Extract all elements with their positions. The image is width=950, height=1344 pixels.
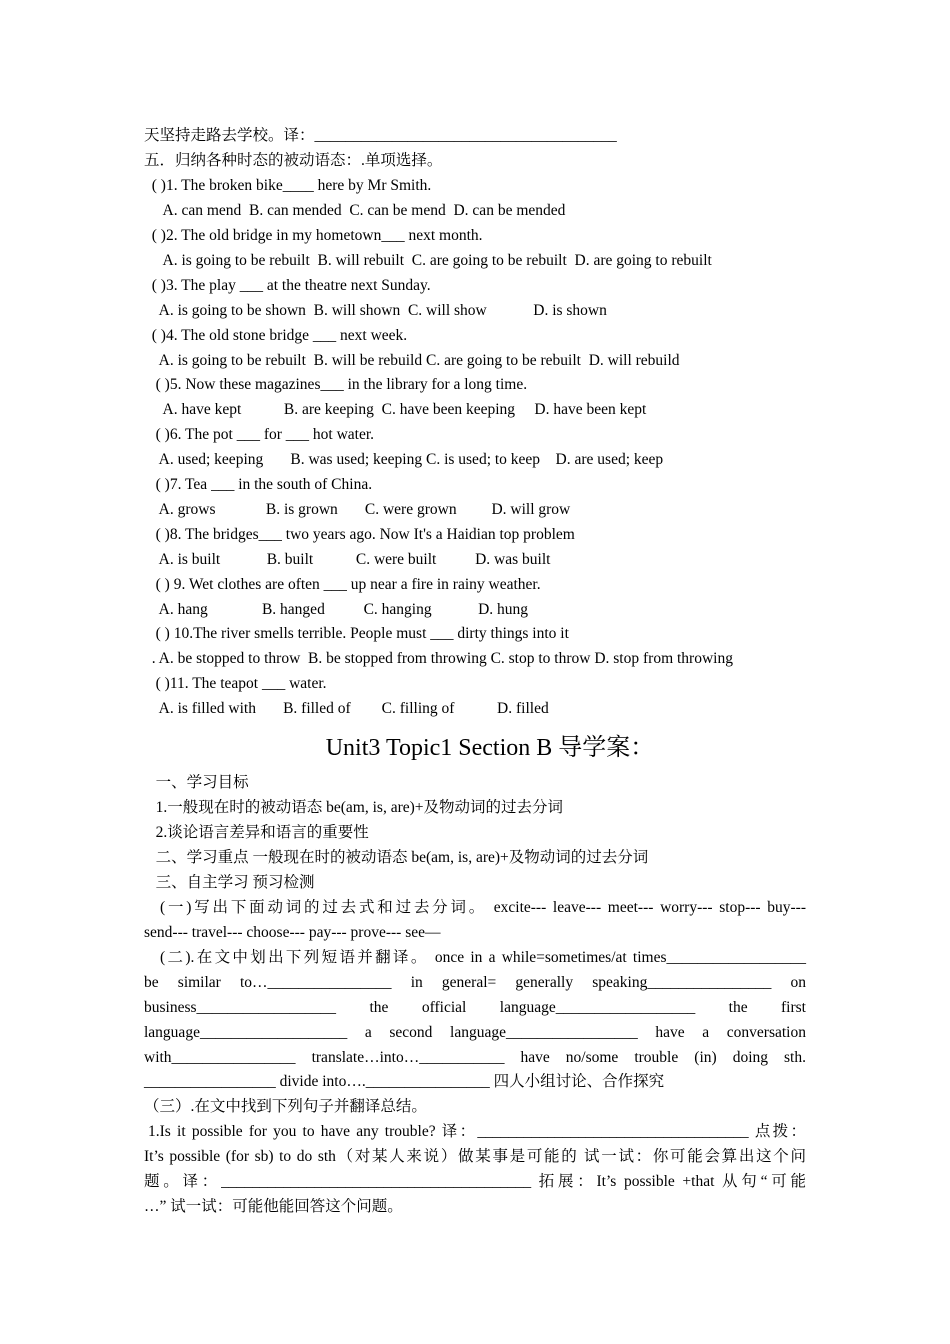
question: ( ) 10.The river smells terrible. People must ___ dirty things into it (144, 625, 569, 642)
text-line: be similar to…________________ in general= generally speaking________________ on (144, 974, 806, 991)
question: ( )3. The play ___ at the theatre next Sunday. (144, 277, 431, 294)
question: ( ) 9. Wet clothes are often ___ up near a fire in rainy weather. (144, 576, 541, 593)
question-options: A. is going to be rebuilt B. will rebuilt C. are going to be rebuilt D. are going to rebuilt (144, 252, 712, 269)
text-line: (一)写出下面动词的过去式和过去分词。 excite--- leave--- meet--- worry--- stop--- buy--- (160, 899, 806, 916)
text-line: language___________________ a second language_________________ have a conversation (144, 1024, 806, 1041)
question: ( )11. The teapot ___ water. (144, 675, 327, 692)
question: ( )4. The old stone bridge ___ next week. (144, 327, 408, 344)
text-line: 天坚持走路去学校。译：_______________________________________ (144, 127, 617, 144)
question: ( )1. The broken bike____ here by Mr Smith. (144, 177, 432, 194)
text-line: send--- travel--- choose--- pay--- prove--- see— (144, 924, 441, 941)
text-line: 2.谈论语言差异和语言的重要性 (144, 824, 369, 841)
text-line: …” 试一试：可能他能回答这个问题。 (144, 1198, 403, 1215)
question-options: A. have kept B. are keeping C. have been keeping D. have been kept (144, 401, 647, 418)
section-title: 五．归纳各种时态的被动语态：.单项选择。 (144, 152, 443, 169)
text-line: (二).在文中划出下列短语并翻译。 once in a while=sometimes/at times__________________ (160, 949, 806, 966)
question-options: . A. be stopped to throw B. be stopped from throwing C. stop to throw D. stop from throwing (144, 650, 733, 667)
text-line: 三、自主学习 预习检测 (144, 874, 315, 891)
text-line: business__________________ the official language__________________ the first (144, 999, 806, 1016)
question: ( )2. The old bridge in my hometown___ next month. (144, 227, 483, 244)
question-options: A. is going to be shown B. will shown C. will show D. is shown (144, 302, 607, 319)
text-line: （三）.在文中找到下列句子并翻译总结。 (144, 1098, 427, 1115)
text-line: It’s possible (for sb) to do sth（对某人来说）做某事是可能的 试一试：你可能会算出这个问 (144, 1148, 806, 1165)
question-options: A. is built B. built C. were built D. was built (144, 551, 551, 568)
text-line: 一、学习目标 (144, 774, 249, 791)
question-options: A. is filled with B. filled of C. filling of D. filled (144, 700, 549, 717)
question-options: A. used; keeping B. was used; keeping C. is used; to keep D. are used; keep (144, 451, 664, 468)
question: ( )5. Now these magazines___ in the library for a long time. (144, 376, 528, 393)
question: ( )6. The pot ___ for ___ hot water. (144, 426, 375, 443)
question-options: A. grows B. is grown C. were grown D. will grow (144, 501, 571, 518)
question-options: A. is going to be rebuilt B. will be rebuild C. are going to be rebuilt D. will rebuild (144, 352, 680, 369)
question-options: A. can mend B. can mended C. can be mend D. can be mended (144, 202, 566, 219)
text-line: 1.Is it possible for you to have any trouble? 译：___________________________________ 点拨： (148, 1123, 806, 1140)
section-heading: Unit3 Topic1 Section B 导学案： (325, 735, 655, 761)
text-line: 1.一般现在时的被动语态 be(am, is, are)+及物动词的过去分词 (144, 799, 564, 816)
text-line: _________________ divide into….________________ 四人小组讨论、合作探究 (144, 1073, 665, 1090)
question: ( )8. The bridges___ two years ago. Now It's a Haidian top problem (144, 526, 575, 543)
text-line: 题。译：________________________________________ 拓展：It’s possible +that 从句“可能 (144, 1173, 806, 1190)
text-line: 二、学习重点 一般现在时的被动语态 be(am, is, are)+及物动词的过去分词 (144, 849, 649, 866)
question: ( )7. Tea ___ in the south of China. (144, 476, 373, 493)
text-line: with________________ translate…into…___________ have no/some trouble (in) doing sth. (144, 1049, 806, 1066)
question-options: A. hang B. hanged C. hanging D. hung (144, 601, 529, 618)
